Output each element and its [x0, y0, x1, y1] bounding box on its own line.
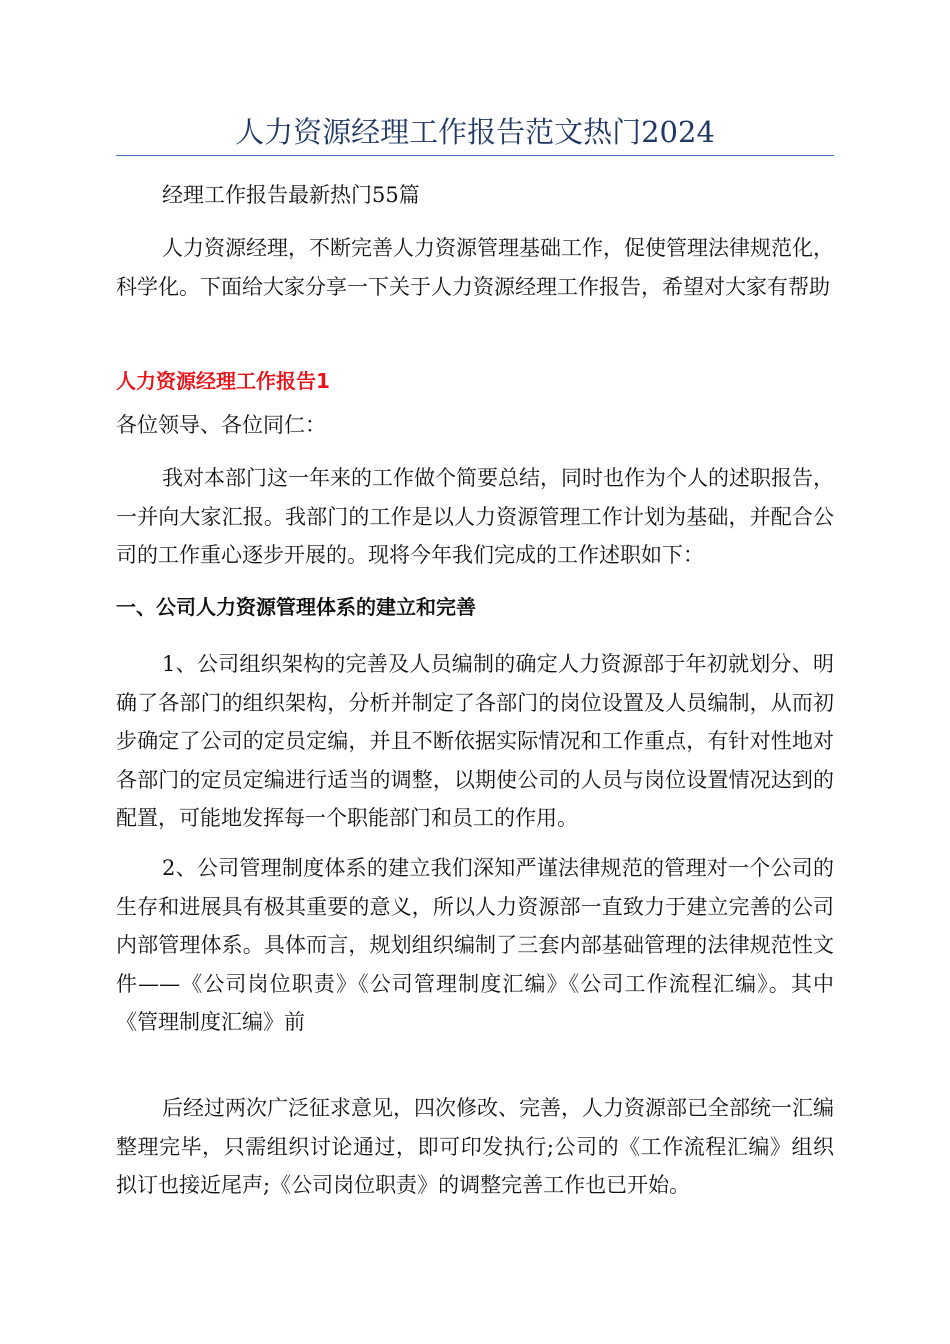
subtitle-line: 经理工作报告最新热门55篇	[162, 183, 420, 207]
continuation-paragraph: 后经过两次广泛征求意见，四次修改、完善，人力资源部已全部统一汇编整理完毕，只需组织讨论通过，即可印发执行;公司的《工作流程汇编》组织拟订也接近尾声;《公司岗位职责》的调整完善工作也已开始。	[116, 1096, 834, 1197]
salutation: 各位领导、各位同仁：	[116, 413, 326, 437]
opening-paragraph: 我对本部门这一年来的工作做个简要总结，同时也作为个人的述职报告，一并向大家汇报。我部门的工作是以人力资源管理工作计划为基础，并配合公司的工作重心逐步开展的。现将今年我们完成的工作述职如下：	[116, 466, 834, 567]
title-underline	[116, 155, 834, 156]
subheading-hr-system: 一、公司人力资源管理体系的建立和完善	[116, 595, 476, 619]
section-heading-report-1: 人力资源经理工作报告1	[116, 369, 330, 393]
intro-paragraph: 人力资源经理，不断完善人力资源管理基础工作，促使管理法律规范化，科学化。下面给大家分享一下关于人力资源经理工作报告，希望对大家有帮助	[116, 236, 834, 299]
item-2-paragraph: 2、公司管理制度体系的建立我们深知严谨法律规范的管理对一个公司的生存和进展具有极其重要的意义，所以人力资源部一直致力于建立完善的公司内部管理体系。具体而言，规划组织编制了三套内部基础管理的法律规范性文件——《公司岗位职责》《公司管理制度汇编》《公司工作流程汇编》。其中《管理制度汇编》前	[116, 856, 834, 1034]
item-1-paragraph: 1、公司组织架构的完善及人员编制的确定人力资源部于年初就划分、明确了各部门的组织架构，分析并制定了各部门的岗位设置及人员编制，从而初步确定了公司的定员定编，并且不断依据实际情况和工作重点，有针对性地对各部门的定员定编进行适当的调整，以期使公司的人员与岗位设置情况达到的配置，可能地发挥每一个职能部门和员工的作用。	[116, 652, 834, 830]
document-title: 人力资源经理工作报告范文热门2024	[235, 115, 715, 149]
